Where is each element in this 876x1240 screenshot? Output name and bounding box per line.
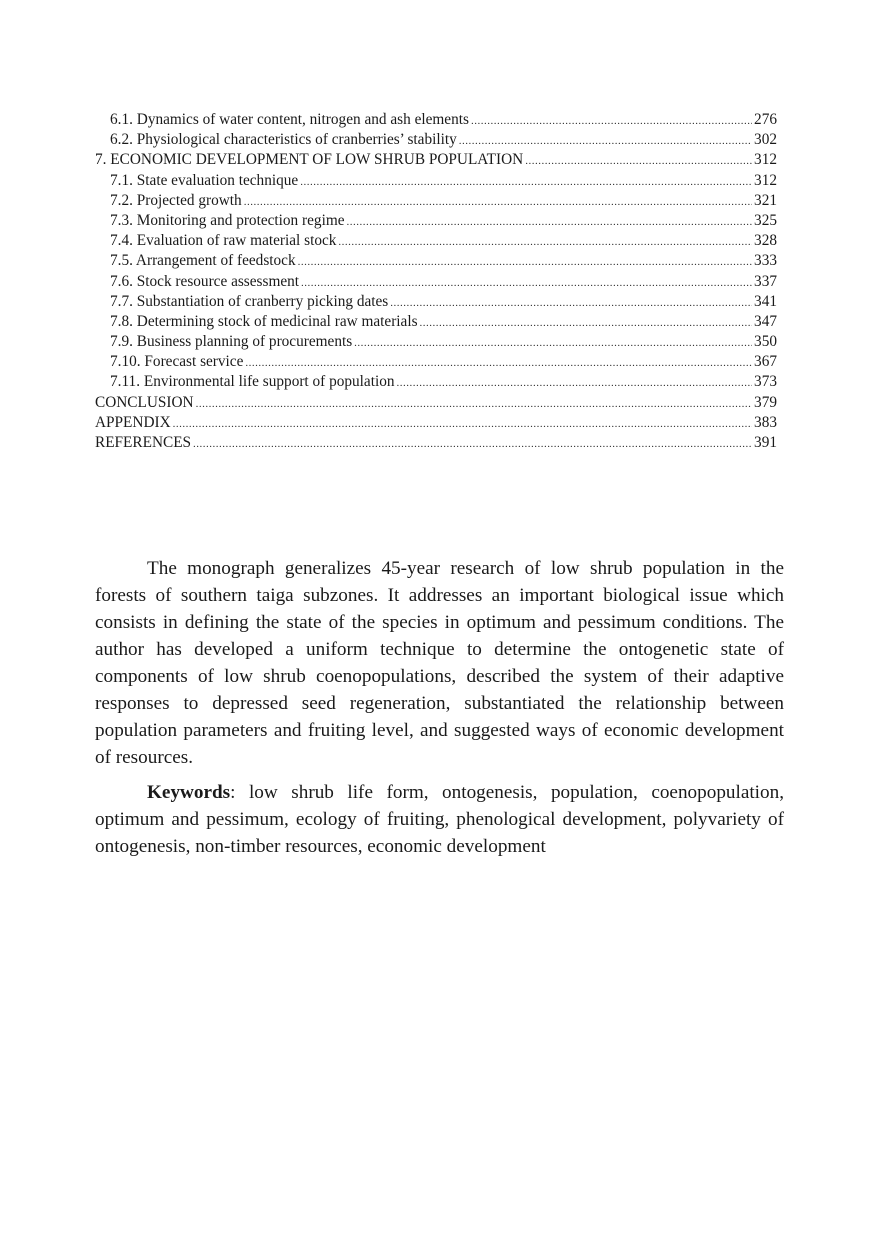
toc-chapter[interactable]: CONCLUSION ..... 379	[95, 393, 777, 413]
leader-dots	[245, 353, 752, 373]
leader-dots	[193, 434, 752, 454]
leader-dots	[244, 192, 752, 212]
abstract-section	[95, 555, 784, 868]
toc-chapter[interactable]: APPENDIX ..... 383	[95, 413, 777, 433]
toc-entry[interactable]: 7.4. Evaluation of raw material stock ..... 328	[95, 231, 777, 251]
leader-dots	[173, 414, 752, 434]
table-of-contents	[95, 110, 777, 453]
toc-chapter[interactable]: 7. ECONOMIC DEVELOPMENT OF LOW SHRUB POPULATION ..... 312	[95, 150, 777, 170]
leader-dots	[397, 373, 753, 393]
toc-entry[interactable]: 7.5. Arrangement of feedstock ..... 333	[95, 251, 777, 271]
leader-dots	[301, 273, 752, 293]
toc-entry[interactable]: 7.7. Substantiation of cranberry picking dates ..... 341	[95, 292, 777, 312]
toc-entry[interactable]: 7.9. Business planning of procurements ..... 350	[95, 332, 777, 352]
leader-dots	[196, 394, 752, 414]
toc-entry[interactable]: 6.1. Dynamics of water content, nitrogen and ash elements ..... 276	[95, 110, 777, 130]
leader-dots	[338, 232, 752, 252]
toc-entry[interactable]: 7.3. Monitoring and protection regime ..... 325	[95, 211, 777, 231]
toc-chapter[interactable]: REFERENCES ..... 391	[95, 433, 777, 453]
leader-dots	[300, 172, 752, 192]
leader-dots	[420, 313, 753, 333]
abstract-paragraph: The monograph generalizes 45-year research of low shrub population in the forests of southern taiga subzones. It addresses an important biological issue which consists in defining the state of the species in optimum and pessimum conditions. The author has developed a uniform technique to determine the ontogenetic state of components of low shrub coenopopulations, described the system of their adaptive responses to depressed seed regeneration, substantiated the relationship between population parameters and fruiting level, and suggested ways of economic development of resources.	[95, 558, 784, 768]
leader-dots	[347, 212, 753, 232]
keywords-text: : low shrub life form, ontogenesis, population, coenopopulation, optimum and pessimum, ecology of fruiting, phenological development, polyvariety of ontogenesis, non-timber resources, economic development	[95, 782, 784, 857]
toc-entry[interactable]: 7.11. Environmental life support of population ..... 373	[95, 372, 777, 392]
toc-entry[interactable]: 7.6. Stock resource assessment ..... 337	[95, 272, 777, 292]
leader-dots	[390, 293, 752, 313]
leader-dots	[459, 131, 752, 151]
toc-entry[interactable]: 7.10. Forecast service ..... 367	[95, 352, 777, 372]
toc-entry[interactable]: 7.1. State evaluation technique ..... 312	[95, 171, 777, 191]
toc-entry[interactable]: 7.2. Projected growth ..... 321	[95, 191, 777, 211]
leader-dots	[354, 333, 752, 353]
keywords-paragraph	[95, 779, 784, 860]
leader-dots	[298, 252, 752, 272]
leader-dots	[525, 151, 752, 171]
toc-entry[interactable]: 6.2. Physiological characteristics of cranberries’ stability ..... 302	[95, 130, 777, 150]
toc-entry[interactable]: 7.8. Determining stock of medicinal raw materials ..... 347	[95, 312, 777, 332]
keywords-label: Keywords	[147, 782, 231, 803]
leader-dots	[471, 111, 752, 131]
